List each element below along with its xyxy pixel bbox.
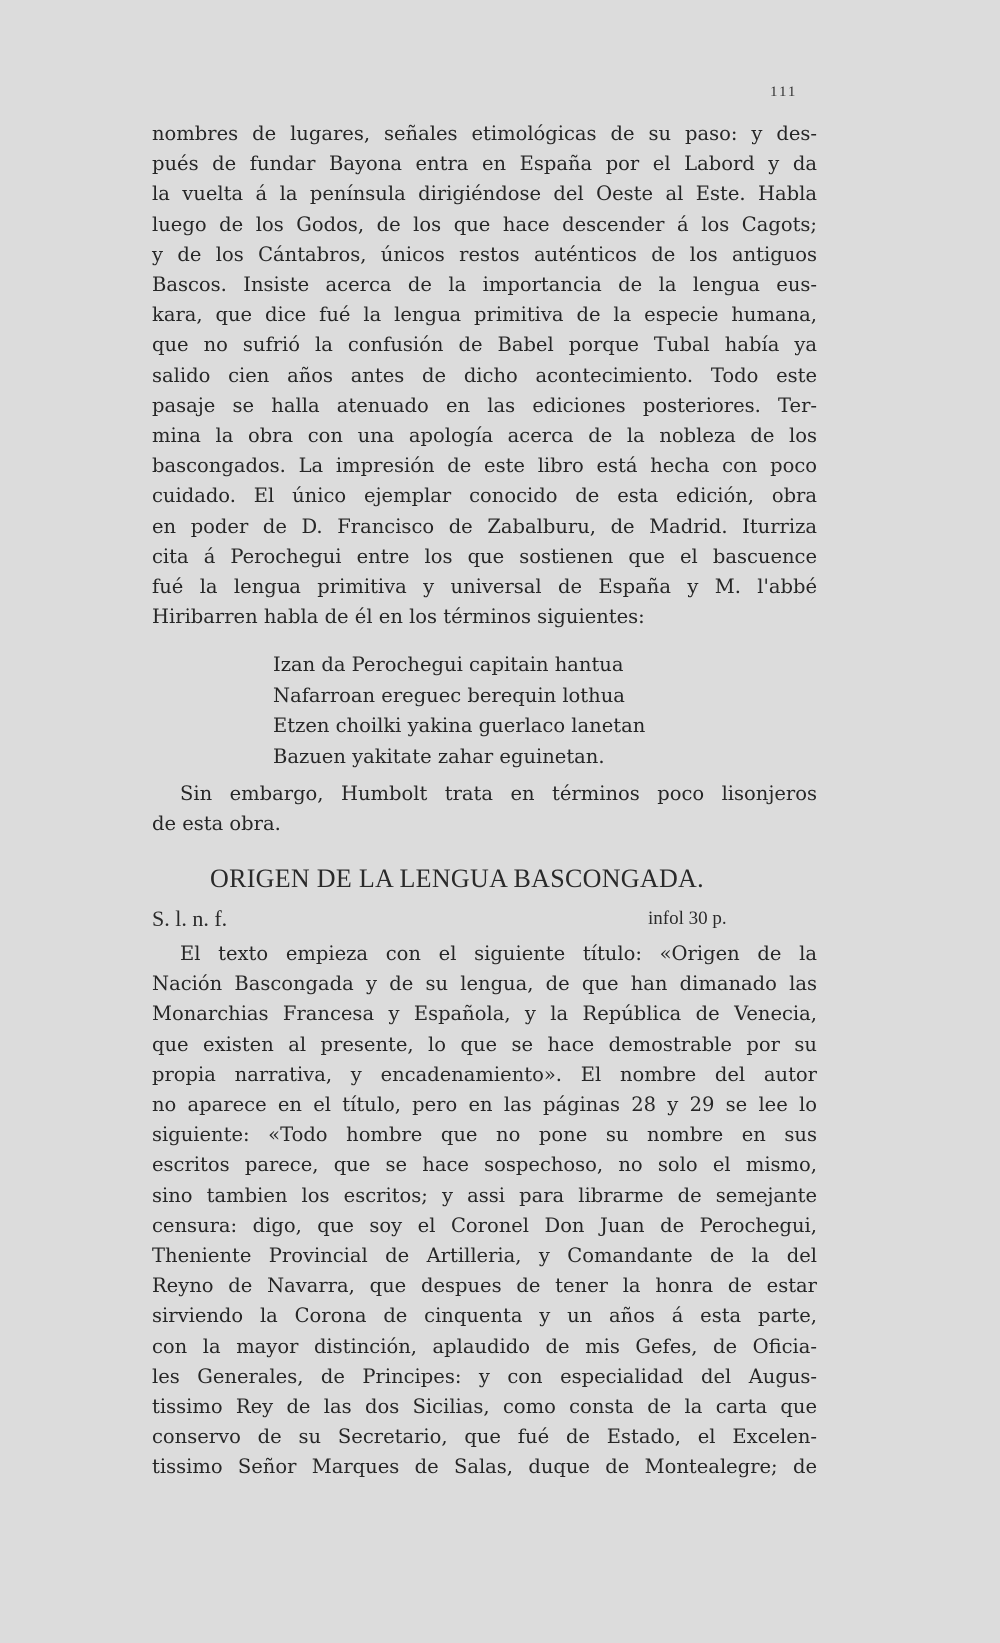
verse-line: Bazuen yakitate zahar eguinetan. xyxy=(273,744,605,768)
section-title: ORIGEN DE LA LENGUA BASCONGADA. xyxy=(210,864,704,893)
text-line: pasaje se halla atenuado en las ediciones posteriores. Ter- xyxy=(152,393,817,417)
text-line: que no sufrió la confusión de Babel porque Tubal había ya xyxy=(152,333,817,357)
text-line: conservo de su Secretario, que fué de Estado, el Excelen- xyxy=(152,1425,817,1449)
imprint-note: S. l. n. f. xyxy=(152,906,228,931)
text-line: sirviendo la Corona de cinquenta y un años á esta parte, xyxy=(152,1304,817,1328)
text-line: la vuelta á la península dirigiéndose del Oeste al Este. Habla xyxy=(152,182,817,206)
intro-paragraph xyxy=(152,119,817,632)
text-line: luego de los Godos, de los que hace descender á los Cagots; xyxy=(152,212,817,236)
text-line: salido cien años antes de dicho acontecimiento. Todo este xyxy=(152,363,817,387)
text-line: escritos parece, que se hace sospechoso, no solo el mismo, xyxy=(152,1153,817,1177)
text-line: Monarchias Francesa y Española, y la República de Venecia, xyxy=(152,1002,817,1026)
text-line: censura: digo, que soy el Coronel Don Juan de Perochegui, xyxy=(152,1213,817,1237)
text-line: Sin embargo, Humbolt trata en términos poco lisonjeros xyxy=(180,782,817,805)
text-line: con la mayor distinción, aplaudido de mis Gefes, de Oficia- xyxy=(152,1334,817,1358)
text-line: de esta obra. xyxy=(152,812,281,836)
verse-line: Etzen choilki yakina guerlaco lanetan xyxy=(273,714,646,737)
text-line: El texto empieza con el siguiente título: «Origen de la xyxy=(180,942,817,965)
description-paragraph xyxy=(152,939,817,1483)
text-line: cuidado. El único ejemplar conocido de esta edición, obra xyxy=(152,484,817,508)
page-number: 111 xyxy=(770,84,798,100)
verse-quote xyxy=(273,650,645,772)
text-line: fué la lengua primitiva y universal de España y M. l'abbé xyxy=(152,575,817,599)
text-line: les Generales, de Principes: y con especialidad del Augus- xyxy=(152,1364,817,1388)
verse-line: Izan da Perochegui capitain hantua xyxy=(273,653,624,676)
text-line: Theniente Provincial de Artilleria, y Comandante de la del xyxy=(152,1244,817,1268)
text-line: que existen al presente, lo que se hace demostrable por su xyxy=(152,1032,817,1056)
text-line: Reyno de Navarra, que despues de tener la honra de estar xyxy=(152,1274,817,1298)
text-line: kara, que dice fué la lengua primitiva de la especie humana, xyxy=(152,303,817,327)
text-line: Hiribarren habla de él en los términos siguientes: xyxy=(152,605,645,629)
text-line: mina la obra con una apología acerca de la nobleza de los xyxy=(152,424,817,448)
text-line: siguiente: «Todo hombre que no pone su nombre en sus xyxy=(152,1123,817,1147)
text-line: bascongados. La impresión de este libro está hecha con poco xyxy=(152,454,817,478)
text-line: Bascos. Insiste acerca de la importancia de la lengua eus- xyxy=(152,273,817,297)
text-line: y de los Cántabros, únicos restos auténticos de los antiguos xyxy=(152,242,817,266)
text-line: en poder de D. Francisco de Zabalburu, de Madrid. Iturriza xyxy=(152,514,817,538)
verse-line: Nafarroan ereguec berequin lothua xyxy=(273,683,625,707)
text-line: Nación Bascongada y de su lengua, de que han dimanado las xyxy=(152,972,817,996)
text-line: no aparece en el título, pero en las páginas 28 y 29 se lee lo xyxy=(152,1093,817,1117)
text-line: pués de fundar Bayona entra en España por el Labord y da xyxy=(152,152,817,176)
text-line: tissimo Señor Marques de Salas, duque de Montealegre; de xyxy=(152,1455,817,1479)
closing-paragraph xyxy=(152,779,817,839)
format-note: infol 30 p. xyxy=(648,908,727,929)
text-line: propia narrativa, y encadenamiento». El nombre del autor xyxy=(152,1062,817,1086)
text-line: sino tambien los escritos; y assi para librarme de semejante xyxy=(152,1183,817,1207)
text-line: tissimo Rey de las dos Sicilias, como consta de la carta que xyxy=(152,1395,817,1419)
text-line: cita á Perochegui entre los que sostienen que el bascuence xyxy=(152,544,817,568)
text-line: nombres de lugares, señales etimológicas de su paso: y des- xyxy=(152,122,817,145)
